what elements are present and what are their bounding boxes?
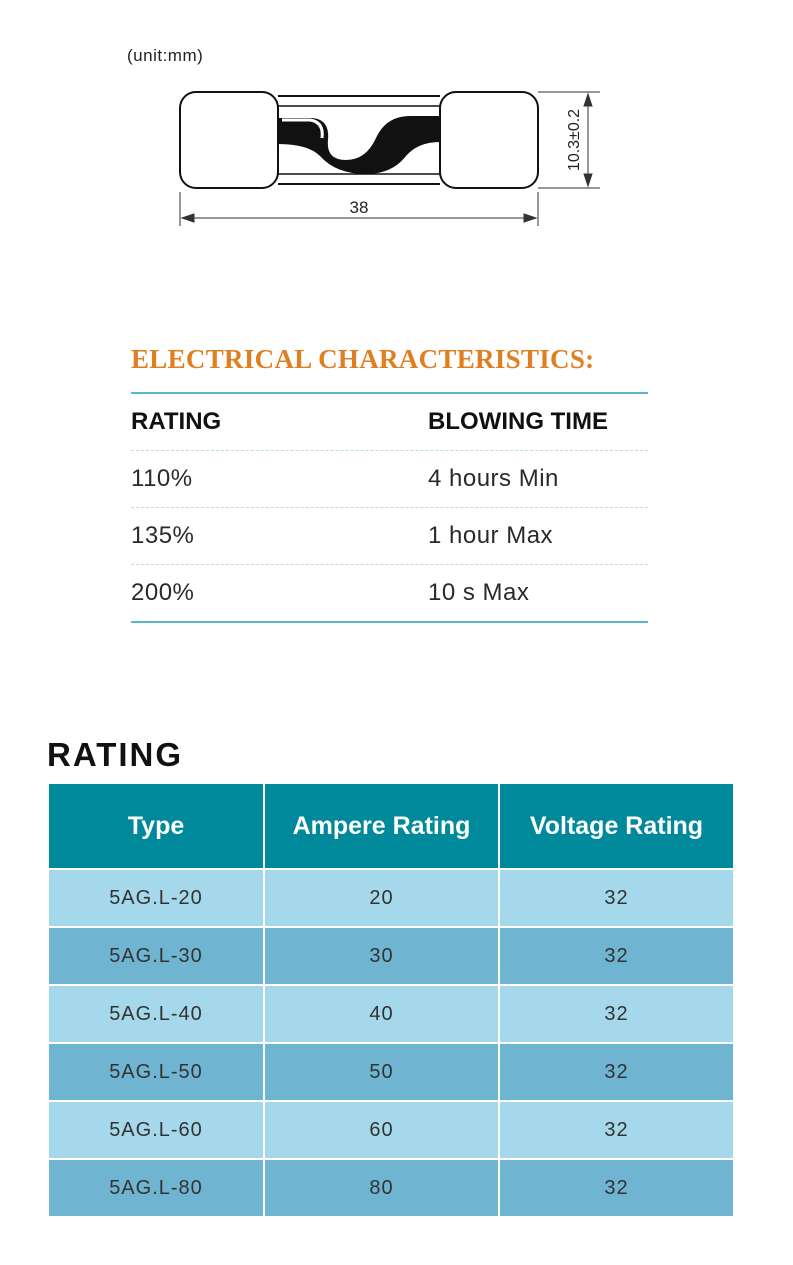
voltage-cell: 32	[499, 1159, 734, 1217]
rating-header-row	[48, 783, 734, 869]
type-cell: 5AG.L-50	[48, 1043, 264, 1101]
rating-cell: 135%	[131, 522, 195, 549]
type-cell: 5AG.L-80	[48, 1159, 264, 1217]
voltage-cell: 32	[499, 985, 734, 1043]
rating-cell: 200%	[131, 579, 195, 606]
type-cell: 5AG.L-20	[48, 869, 264, 927]
ampere-cell: 60	[264, 1101, 499, 1159]
fuse-dimension-drawing	[170, 82, 610, 232]
ampere-cell: 20	[264, 869, 499, 927]
table-row	[131, 451, 648, 508]
table-row	[48, 985, 734, 1043]
voltage-cell: 32	[499, 1101, 734, 1159]
table-bottom-rule	[131, 621, 648, 623]
table-row	[131, 508, 648, 565]
table-header-row	[131, 394, 648, 451]
blowing-time-header: BLOWING TIME	[428, 408, 608, 435]
ampere-cell: 30	[264, 927, 499, 985]
unit-label: (unit:mm)	[127, 46, 204, 65]
voltage-cell: 32	[499, 1043, 734, 1101]
ampere-cell: 80	[264, 1159, 499, 1217]
length-dimension-label: 38	[349, 198, 369, 217]
electrical-characteristics-table	[131, 392, 648, 623]
voltage-cell: 32	[499, 927, 734, 985]
blowing-time-cell: 4 hours Min	[428, 465, 559, 492]
voltage-rating-header: Voltage Rating	[499, 783, 734, 869]
voltage-cell: 32	[499, 869, 734, 927]
ampere-cell: 40	[264, 985, 499, 1043]
type-header: Type	[48, 783, 264, 869]
blowing-time-cell: 1 hour Max	[428, 522, 554, 549]
electrical-characteristics-title: ELECTRICAL CHARACTERISTICS:	[131, 344, 595, 374]
table-row	[48, 927, 734, 985]
fuse-element	[278, 116, 440, 174]
table-row	[48, 869, 734, 927]
type-cell: 5AG.L-60	[48, 1101, 264, 1159]
table-row	[48, 1159, 734, 1217]
ampere-rating-header: Ampere Rating	[264, 783, 499, 869]
table-row	[48, 1043, 734, 1101]
fuse-body	[180, 92, 538, 188]
diameter-dimension-label: 10.3±0.2	[566, 108, 583, 172]
table-row	[131, 565, 648, 621]
rating-section-title: RATING	[47, 736, 184, 773]
type-cell: 5AG.L-40	[48, 985, 264, 1043]
rating-cell: 110%	[131, 465, 193, 492]
blowing-time-cell: 10 s Max	[428, 579, 530, 606]
table-row	[48, 1101, 734, 1159]
rating-table	[47, 782, 735, 1218]
rating-header: RATING	[131, 408, 222, 435]
ampere-cell: 50	[264, 1043, 499, 1101]
type-cell: 5AG.L-30	[48, 927, 264, 985]
